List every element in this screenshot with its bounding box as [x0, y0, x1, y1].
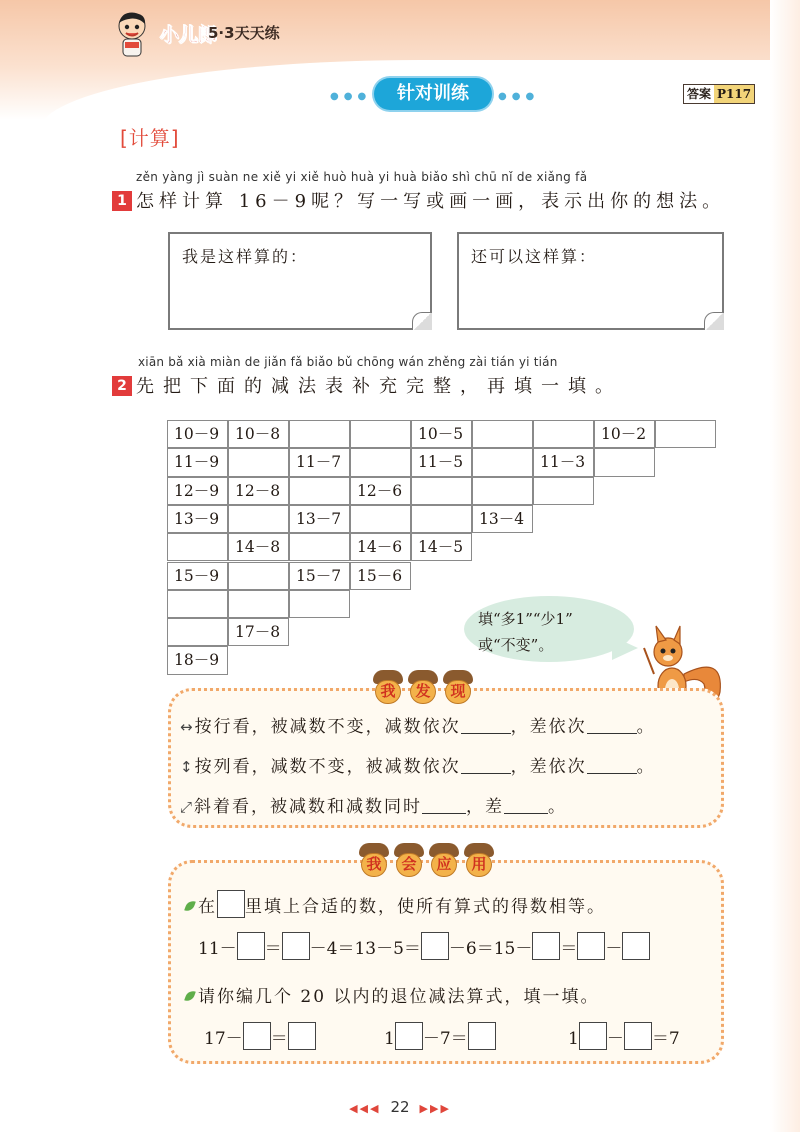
discover-row-blank-2[interactable] [587, 716, 637, 734]
q1-box-left-label: 我是这样算的： [182, 247, 309, 266]
acorn-icon [442, 670, 474, 704]
table-cell[interactable] [289, 477, 350, 505]
table-cell[interactable] [655, 420, 716, 448]
answer-box[interactable] [421, 932, 449, 960]
q1-number: 1 [112, 191, 132, 211]
answer-box[interactable] [243, 1022, 271, 1050]
answer-page: P117 [714, 85, 754, 103]
discover-diag-blank-1[interactable] [422, 796, 466, 814]
table-cell: 11－7 [289, 448, 350, 476]
q1-pinyin: zěn yàng jì suàn ne xiě yi xiě huò huà yi huà biǎo shì chū nǐ de xiǎng fǎ [136, 170, 588, 184]
q1-box-right-label: 还可以这样算： [471, 247, 598, 266]
answer-box[interactable] [282, 932, 310, 960]
discover-row-text-c: 。 [636, 717, 656, 737]
table-cell: 17－8 [228, 618, 289, 646]
eq1-part: －4＝13－5＝ [309, 939, 421, 959]
table-cell: 11－3 [533, 448, 594, 476]
q1-answer-box-right[interactable] [457, 232, 724, 330]
apply-task-2-text: 请你编几个 20 以内的退位减法算式，填一填。 [198, 987, 600, 1007]
eq2c-part: ＝7 [651, 1029, 680, 1049]
table-cell[interactable] [228, 505, 289, 533]
answer-box[interactable] [624, 1022, 652, 1050]
answer-reference [683, 84, 755, 104]
apply-equation-2c [568, 1022, 680, 1050]
acorn-icon [393, 843, 425, 877]
discover-col-text-b: ，差依次 [510, 757, 587, 777]
table-cell[interactable] [533, 477, 594, 505]
leaf-icon [184, 989, 196, 1003]
discover-diag-blank-2[interactable] [504, 796, 548, 814]
table-cell[interactable] [411, 477, 472, 505]
page-edge-shadow [770, 0, 800, 1132]
table-cell[interactable] [289, 590, 350, 618]
acorn-label: 我 [375, 680, 401, 704]
table-cell[interactable] [167, 618, 228, 646]
brand-subtitle: 5·3天天练 [208, 24, 280, 42]
table-cell: 12－9 [167, 477, 228, 505]
discover-col-text-a: 按列看，减数不变，被减数依次 [194, 757, 461, 777]
eq2c-part: － [606, 1029, 624, 1049]
apply-equation-1 [198, 932, 650, 960]
page-curl-icon [412, 312, 432, 330]
page-number-bar [0, 1098, 800, 1116]
page-curl-icon [704, 312, 724, 330]
q2-number: 2 [112, 376, 132, 396]
table-cell[interactable] [472, 477, 533, 505]
eq2a-part: ＝ [270, 1029, 288, 1049]
discover-row-line [180, 712, 656, 737]
next-arrows-icon: ▶▶▶ [419, 1102, 451, 1115]
table-cell: 10－5 [411, 420, 472, 448]
table-cell: 11－9 [167, 448, 228, 476]
table-cell: 18－9 [167, 646, 228, 674]
speech-bubble-tail [612, 636, 638, 660]
dots-decoration: ●●● [498, 91, 540, 102]
speech-bubble [464, 596, 636, 666]
table-cell[interactable] [289, 533, 350, 561]
apply-task-2 [186, 982, 599, 1007]
apply-title [358, 843, 495, 877]
q1-text: 怎样计算 16－9呢？写一写或画一画，表示出你的想法。 [136, 191, 726, 212]
table-cell[interactable] [167, 590, 228, 618]
apply-task-1 [186, 890, 606, 918]
q2-pinyin: xiān bǎ xià miàn de jiǎn fǎ biǎo bǔ chōng wán zhěng zài tián yi tián [138, 355, 558, 369]
speech-line-2: 或“不变”。 [478, 636, 554, 654]
table-cell: 14－6 [350, 533, 411, 561]
table-cell[interactable] [350, 448, 411, 476]
table-cell: 10－2 [594, 420, 655, 448]
answer-box[interactable] [395, 1022, 423, 1050]
table-cell: 15－9 [167, 562, 228, 590]
table-cell[interactable] [289, 420, 350, 448]
apply-task-1-a: 在 [198, 897, 217, 917]
table-cell: 13－9 [167, 505, 228, 533]
eq2c-part: 1 [568, 1029, 579, 1049]
acorn-label: 应 [431, 853, 457, 877]
eq2b-part: 1 [384, 1029, 395, 1049]
discover-diag-text-c: 。 [548, 797, 568, 817]
table-cell: 15－7 [289, 562, 350, 590]
eq1-part: 11－ [198, 939, 237, 959]
prev-arrows-icon: ◀◀◀ [349, 1102, 381, 1115]
acorn-icon [358, 843, 390, 877]
section-header [330, 78, 540, 112]
table-cell[interactable] [350, 420, 411, 448]
discover-row-blank-1[interactable] [461, 716, 511, 734]
acorn-icon [372, 670, 404, 704]
leaf-icon [184, 899, 196, 913]
answer-box[interactable] [532, 932, 560, 960]
boy-mascot-icon [114, 10, 150, 58]
discover-col-blank-1[interactable] [461, 756, 511, 774]
table-cell: 14－5 [411, 533, 472, 561]
speech-line-1: 填“多1”“少1” [478, 610, 573, 628]
q2-line [112, 372, 622, 398]
table-cell[interactable] [472, 420, 533, 448]
row-arrow-icon: ↔ [180, 718, 193, 736]
answer-box[interactable] [622, 932, 650, 960]
acorn-icon [407, 670, 439, 704]
table-cell: 13－7 [289, 505, 350, 533]
category-label: [计算] [120, 126, 180, 150]
acorn-label: 现 [445, 680, 471, 704]
discover-diag-line [180, 792, 567, 817]
answer-box[interactable] [468, 1022, 496, 1050]
table-cell: 10－9 [167, 420, 228, 448]
acorn-label: 会 [396, 853, 422, 877]
page-number: 22 [390, 1098, 410, 1116]
eq1-part: ＝ [264, 939, 282, 959]
table-cell[interactable] [228, 562, 289, 590]
apply-equation-2a [204, 1022, 316, 1050]
apply-equation-2b [384, 1022, 496, 1050]
acorn-icon [428, 843, 460, 877]
discover-title [372, 670, 474, 704]
brand-name: 小儿郎 [160, 24, 218, 46]
eq1-part: －6＝15－ [448, 939, 533, 959]
table-cell: 13－4 [472, 505, 533, 533]
table-cell: 12－8 [228, 477, 289, 505]
discover-diag-text-a: 斜着看，被减数和减数同时 [194, 797, 423, 817]
eq2a-part: 17－ [204, 1029, 243, 1049]
answer-box[interactable] [579, 1022, 607, 1050]
table-cell[interactable] [228, 590, 289, 618]
diagonal-arrow-icon: ⤢ [180, 798, 193, 816]
table-cell[interactable] [533, 420, 594, 448]
eq1-part: － [605, 939, 623, 959]
q1-answer-box-left[interactable] [168, 232, 432, 330]
table-cell: 12－6 [350, 477, 411, 505]
table-cell: 14－8 [228, 533, 289, 561]
acorn-icon [463, 843, 495, 877]
answer-box[interactable] [577, 932, 605, 960]
eq2b-part: －7＝ [422, 1029, 468, 1049]
table-cell[interactable] [167, 533, 228, 561]
discover-row-text-b: ，差依次 [510, 717, 587, 737]
discover-diag-text-b: ，差 [466, 797, 505, 817]
discover-row-text-a: 按行看，被减数不变，减数依次 [194, 717, 461, 737]
table-cell: 10－8 [228, 420, 289, 448]
section-title: 针对训练 [374, 78, 492, 110]
dots-decoration: ●●● [330, 91, 372, 102]
discover-col-text-c: 。 [636, 757, 656, 777]
table-cell: 11－5 [411, 448, 472, 476]
q2-text: 先把下面的减法表补充完整，再填一填。 [136, 376, 622, 397]
table-cell[interactable] [411, 505, 472, 533]
acorn-label: 发 [410, 680, 436, 704]
acorn-label: 用 [466, 853, 492, 877]
table-cell: 15－6 [350, 562, 411, 590]
answer-label: 答案 [684, 85, 714, 103]
discover-col-blank-2[interactable] [587, 756, 637, 774]
answer-box[interactable] [288, 1022, 316, 1050]
q1-line [112, 187, 725, 213]
discover-col-line [180, 752, 656, 777]
table-cell[interactable] [472, 448, 533, 476]
table-cell[interactable] [350, 505, 411, 533]
col-arrow-icon: ↕ [180, 758, 193, 776]
table-cell[interactable] [228, 448, 289, 476]
apply-task-1-b: 里填上合适的数，使所有算式的得数相等。 [245, 897, 606, 917]
eq1-part: ＝ [560, 939, 578, 959]
table-cell[interactable] [594, 448, 655, 476]
answer-box[interactable] [237, 932, 265, 960]
acorn-label: 我 [361, 853, 387, 877]
example-box [217, 890, 245, 918]
